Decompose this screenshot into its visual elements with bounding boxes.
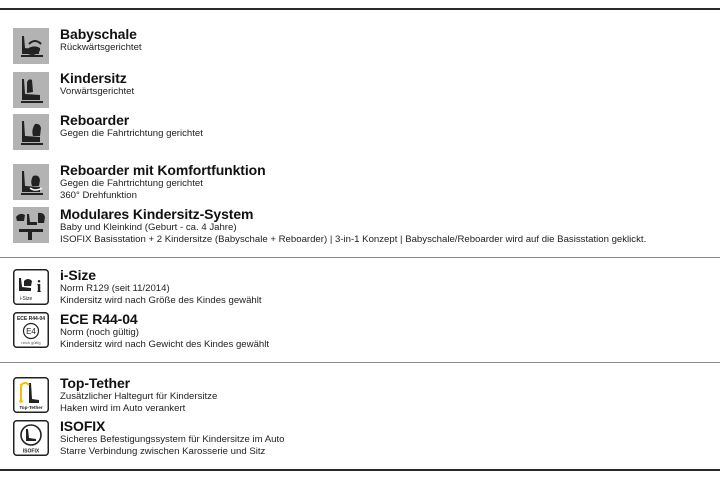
entry-title: Kindersitz	[60, 70, 127, 86]
entry-description: Haken wird im Auto verankert	[60, 403, 186, 414]
badge-mark: E4	[26, 327, 36, 336]
infant-carrier-icon	[13, 28, 49, 64]
entry-title: ISOFIX	[60, 418, 106, 434]
ece-r44-icon	[13, 312, 49, 348]
badge-label: ISOFIX	[22, 448, 40, 455]
entry-description: Sicheres Befestigungssystem für Kindersitze im Auto	[60, 434, 285, 445]
entry-description: Baby und Kleinkind (Geburt - ca. 4 Jahre)	[60, 222, 237, 233]
entry-title: ECE R44-04	[60, 311, 138, 327]
entry-description: Gegen die Fahrtrichtung gerichtet	[60, 178, 203, 189]
top-rule	[0, 8, 720, 10]
entry-description: Norm R129 (seit 11/2014)	[60, 283, 170, 294]
section-divider	[0, 362, 720, 363]
badge-sub: noch gültig	[21, 340, 41, 345]
entry-title: Babyschale	[60, 26, 137, 42]
entry-title: Reboarder mit Komfortfunktion	[60, 162, 266, 178]
entry-description: ISOFIX Basisstation + 2 Kindersitze (Babyschale + Reboarder) | 3-in-1 Konzept | Babyschale/Reboarder wird auf die Basisstation geklickt.	[60, 234, 647, 245]
entry-description: Zusätzlicher Haltegurt für Kindersitze	[60, 391, 218, 402]
entry-description: Vorwärtsgerichtet	[60, 86, 135, 97]
rotating-reboarder-icon	[13, 164, 49, 200]
section-divider	[0, 257, 720, 258]
entry-title: Modulares Kindersitz-System	[60, 206, 254, 222]
bottom-rule	[0, 469, 720, 471]
badge-mark: i	[36, 277, 42, 296]
entry-title: Top-Tether	[60, 375, 131, 391]
entry-description: Starre Verbindung zwischen Karosserie und Sitz	[60, 446, 266, 457]
badge-label: Top-Tether	[19, 405, 43, 410]
entry-title: i-Size	[60, 267, 96, 283]
entry-description: Gegen die Fahrtrichtung gerichtet	[60, 128, 203, 139]
entry-description: Rückwärtsgerichtet	[60, 42, 142, 53]
i-size-icon	[13, 269, 49, 305]
entry-description: Kindersitz wird nach Gewicht des Kindes gewählt	[60, 339, 270, 350]
entry-description: 360° Drehfunktion	[60, 190, 137, 201]
modular-system-icon	[13, 207, 49, 243]
badge-label: i-Size	[19, 296, 33, 302]
reboarder-icon	[13, 114, 49, 150]
entry-title: Reboarder	[60, 112, 130, 128]
badge-label: ECE R44-04	[16, 316, 46, 322]
entry-description: Norm (noch gültig)	[60, 327, 139, 338]
entry-description: Kindersitz wird nach Größe des Kindes gewählt	[60, 295, 262, 306]
forward-seat-icon	[13, 72, 49, 108]
isofix-icon	[13, 420, 49, 456]
top-tether-icon	[13, 377, 49, 413]
